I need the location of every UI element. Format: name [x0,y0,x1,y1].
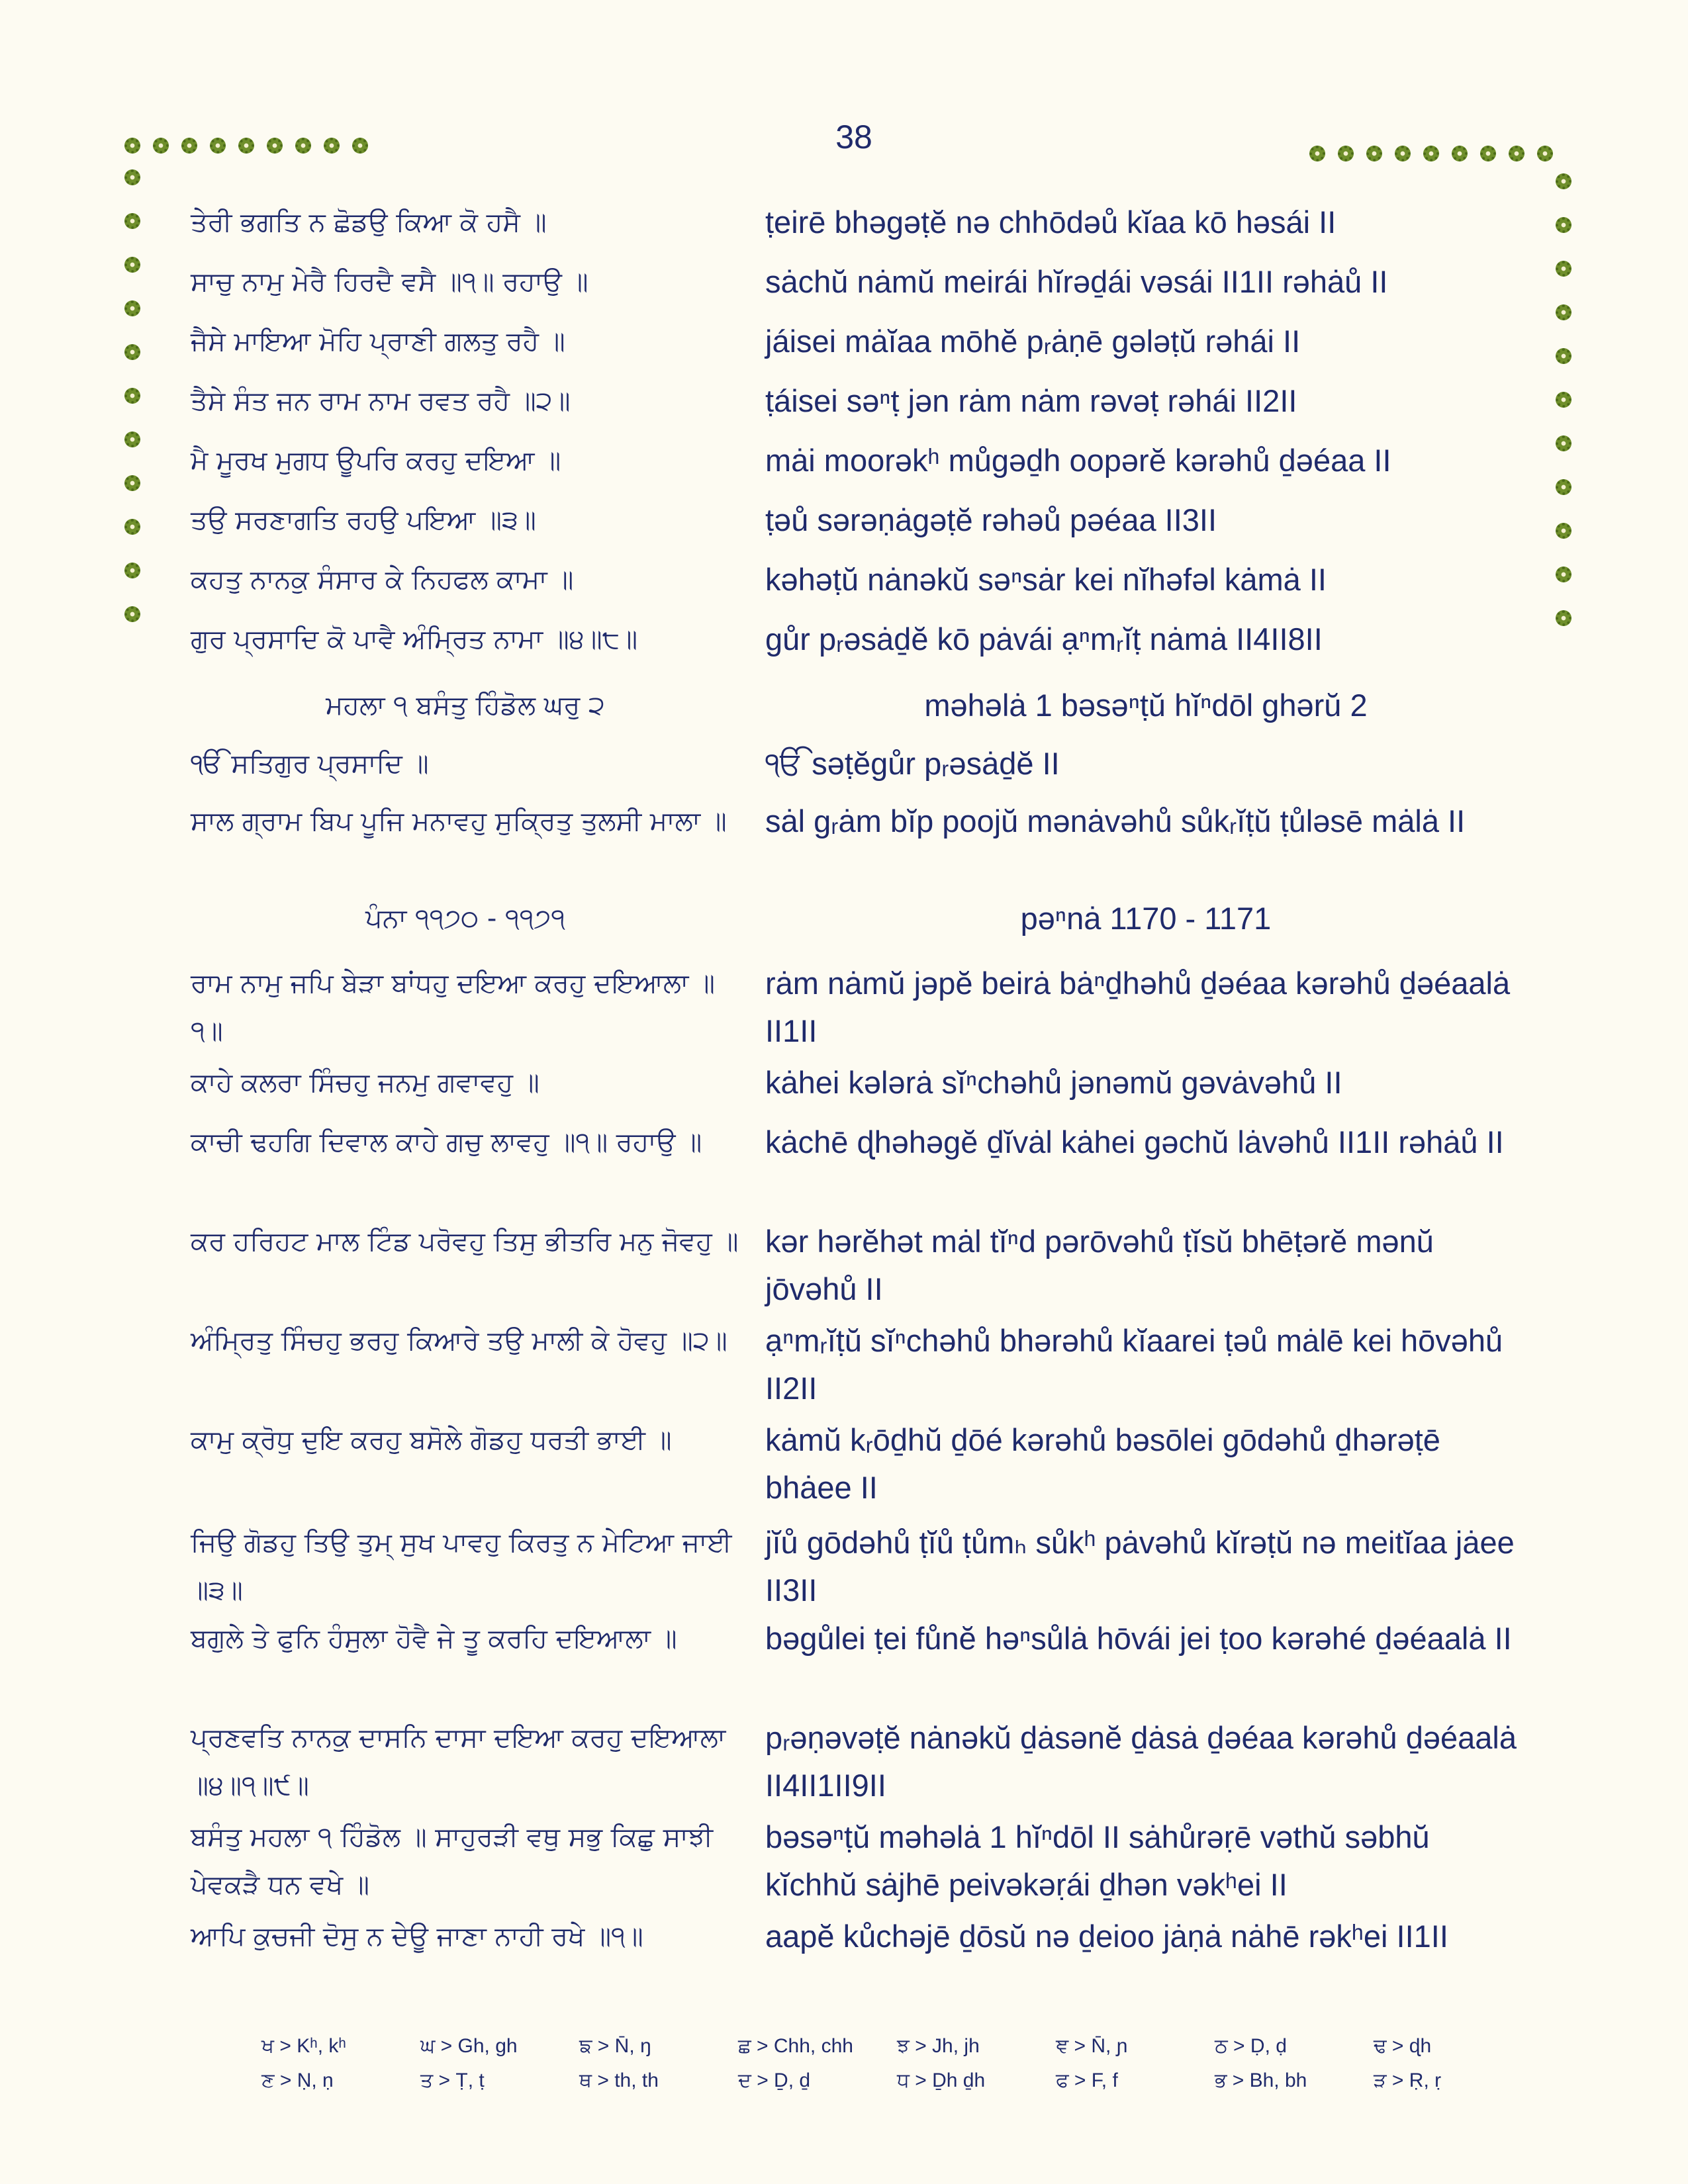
transliteration-line: sȧchŭ nȧmŭ meirái hĭrəḏái vəsái II1II rəhȧů II [765,264,1388,299]
transliteration-line: rȧm nȧmŭ jəpĕ beirȧ bȧⁿḏhəhů ḏəéaa kərəhů ḏəéaalȧ II1II [765,966,1511,1048]
gurmukhi-line: ਕਾਹੇ ਕਲਰਾ ਸਿੰਚਹੁ ਜਨਮੁ ਗਵਾਵਹੁ ॥ [191,1068,539,1098]
gurmukhi-line: ਅੰਮ੍ਰਿਤੁ ਸਿੰਚਹੁ ਭਰਹੁ ਕਿਆਰੇ ਤਉ ਮਾਲੀ ਕੇ ਹੋਵਹੁ ॥੨॥ [191,1326,727,1356]
legend-row [261,2035,1532,2070]
legend-entry: ਠ > Ḍ, ḍ [1215,2035,1287,2057]
flower-ornament-icon [124,169,140,185]
legend-entry: ਦ > Ḏ, ḏ [738,2070,811,2091]
gurmukhi-line: ਰਾਮ ਨਾਮੁ ਜਪਿ ਬੇੜਾ ਬਾਂਧਹੁ ਦਇਆ ਕਰਹੁ ਦਇਆਲਾ ॥੧॥ [191,968,715,1046]
flower-ornament-icon [1556,261,1571,277]
transliteration-legend [261,2035,1532,2104]
flower-ornament-icon [1366,146,1382,161]
transliteration-line: ṭəů sərəṇȧgəṭĕ rəhəů pəéaa II3II [765,502,1217,537]
legend-entry: ਘ > Gh, gh [420,2035,518,2057]
transliteration-line: aapĕ kůchəjē ḏōsŭ nə ḏeioo jȧṇȧ nȧhē rəkʰei II1II [765,1919,1448,1954]
flower-ornament-icon [1338,146,1354,161]
transliteration-line: sȧl gᵣȧm bĭp poojŭ mənȧvəhů sůkᵣĭṭŭ ṭůləsē mȧlȧ II [765,803,1466,839]
legend-entry: ਣ > Ṇ, ṇ [261,2070,334,2091]
flower-ornament-icon [1556,523,1571,539]
flower-ornament-icon [1423,146,1439,161]
gurmukhi-line: ਕਰ ਹਰਿਹਟ ਮਾਲ ਟਿੰਡ ਪਰੋਵਹੁ ਤਿਸੁ ਭੀਤਰਿ ਮਨੁ ਜੋਵਹੁ ॥ [191,1226,739,1257]
transliteration-line: pᵣəṇəvəṭĕ nȧnəkŭ ḏȧsənĕ ḏȧsȧ ḏəéaa kərəhů ḏəéaalȧ II4II1II9II [765,1720,1517,1803]
legend-entry: ਥ > th, th [579,2070,659,2091]
flower-ornament-icon [1395,146,1411,161]
legend-entry: ਝ > Jh, jh [897,2035,980,2057]
flower-ornament-icon [1556,392,1571,408]
flower-ornament-icon [124,344,140,360]
flower-ornament-icon [181,138,197,154]
flower-ornament-icon [1556,567,1571,582]
flower-ornament-icon [124,475,140,491]
flower-ornament-icon [267,138,283,154]
gurmukhi-line: ਜਿਉ ਗੋਡਹੁ ਤਿਉ ਤੁਮ੍ ਸੁਖ ਪਾਵਹੁ ਕਿਰਤੁ ਨ ਮੇਟਿਆ ਜਾਈ ॥੩॥ [191,1527,732,1606]
flower-ornament-icon [1537,146,1553,161]
flower-ornament-icon [1556,348,1571,364]
transliteration-line: ạⁿmᵣĭṭŭ sĭⁿchəhů bhərəhů kĭaarei ṭəů mȧlē kei hōvəhů II2II [765,1323,1503,1406]
gurmukhi-line: ਤੇਰੀ ਭਗਤਿ ਨ ਛੋਡਉ ਕਿਆ ਕੋ ਹਸੈ ॥ [191,207,547,238]
legend-entry: ਙ > N̄, ŋ [579,2035,651,2057]
legend-entry: ਧ > Ḏh ḏh [897,2070,986,2091]
transliteration-line: kȧhei kələrȧ sĭⁿchəhů jənəmŭ gəvȧvəhů II [765,1065,1342,1100]
flower-ornament-icon [1556,435,1571,451]
invocation-gurmukhi: ੴ ਸਤਿਗੁਰ ਪ੍ਰਸਾਦਿ ॥ [191,749,429,779]
gurmukhi-line: ਬਗੁਲੇ ਤੇ ਫੁਨਿ ਹੰਸੁਲਾ ਹੋਵੈ ਜੇ ਤੂ ਕਰਹਿ ਦਇਆਲਾ ॥ [191,1623,677,1654]
flower-ornament-icon [124,388,140,404]
gurmukhi-line: ਆਪਿ ਕੁਚਜੀ ਦੋਸੁ ਨ ਦੇਊ ਜਾਣਾ ਨਾਹੀ ਰਖੇ ॥੧॥ [191,1921,643,1952]
flower-ornament-icon [1480,146,1496,161]
page-ref-transliteration: pəⁿnȧ 1170 - 1171 [1020,901,1272,936]
flower-ornament-icon [324,138,340,154]
flower-ornament-icon [1452,146,1468,161]
gurmukhi-line: ਪ੍ਰਣਵਤਿ ਨਾਨਕੁ ਦਾਸਨਿ ਦਾਸਾ ਦਇਆ ਕਰਹੁ ਦਇਆਲਾ ॥੪॥੧॥੯॥ [191,1723,726,1801]
flower-ornament-icon [124,432,140,447]
heading-gurmukhi: ਮਹਲਾ ੧ ਬਸੰਤੁ ਹਿੰਡੋਲ ਘਰੁ ੨ [326,690,605,721]
flower-ornament-icon [1556,479,1571,495]
heading-transliteration: məhəlȧ 1 bəsəⁿṭŭ hĭⁿdōl ghərŭ 2 [924,688,1368,723]
flower-ornament-icon [124,606,140,622]
flower-ornament-icon [1556,304,1571,320]
flower-ornament-icon [1509,146,1524,161]
legend-entry: ਛ > Chh, chh [738,2035,853,2057]
flower-ornament-icon [124,300,140,316]
legend-row [261,2070,1532,2104]
flower-ornament-icon [124,257,140,273]
flower-ornament-icon [124,519,140,535]
gurmukhi-line: ਕਹਤੁ ਨਾਨਕੁ ਸੰਸਾਰ ਕੇ ਨਿਹਫਲ ਕਾਮਾ ॥ [191,565,574,595]
flower-ornament-icon [1556,173,1571,189]
gurmukhi-line: ਬਸੰਤੁ ਮਹਲਾ ੧ ਹਿੰਡੋਲ ॥ ਸਾਹੁਰੜੀ ਵਥੁ ਸਭੁ ਕਿਛੁ ਸਾਝੀ ਪੇਵਕੜੈ ਧਨ ਵਖੇ ॥ [191,1822,713,1900]
transliteration-line: kȧchē ɖhəhəgĕ ḏĭvȧl kȧhei gəchŭ lȧvəhů II1II rəhȧů II [765,1124,1504,1160]
legend-entry: ੜ > Ṛ, ṛ [1374,2070,1442,2091]
transliteration-line: kȧmŭ kᵣōḏhŭ ḏōé kərəhů bəsōlei gōdəhů ḏhərəṭē bhȧee II [765,1422,1440,1505]
legend-entry: ਞ > N̄, ɲ [1056,2035,1128,2057]
transliteration-line: kəhəṭŭ nȧnəkŭ səⁿsȧr kei nĭhəfəl kȧmȧ II [765,562,1327,597]
legend-entry: ਭ > Bh, bh [1215,2070,1307,2091]
flower-ornament-icon [1556,610,1571,626]
flower-ornament-icon [295,138,311,154]
gurmukhi-line: ਕਾਮੁ ਕ੍ਰੋਧੁ ਦੁਇ ਕਰਹੁ ਬਸੋਲੇ ਗੋਡਹੁ ਧਰਤੀ ਭਾਈ ॥ [191,1425,672,1455]
page-ref-gurmukhi: ਪੰਨਾ ੧੧੭੦ - ੧੧੭੧ [365,903,565,934]
flower-ornament-icon [1309,146,1325,161]
legend-entry: ਢ > ɖh [1374,2035,1432,2057]
gurmukhi-line: ਸਾਲ ਗ੍ਰਾਮ ਬਿਪ ਪੂਜਿ ਮਨਾਵਹੁ ਸੁਕ੍ਰਿਤੁ ਤੁਲਸੀ ਮਾਲਾ ॥ [191,806,727,837]
gurmukhi-line: ਸਾਚੁ ਨਾਮੁ ਮੇਰੈ ਹਿਰਦੈ ਵਸੈ ॥੧॥ ਰਹਾਉ ॥ [191,267,588,297]
transliteration-line: jĭů gōdəhů ṭĭů ṭůmₕ sůkʰ pȧvəhů kĭrəṭŭ nə meitĭaa jȧee II3II [765,1525,1515,1608]
legend-entry: ਫ > F, f [1056,2070,1118,2091]
transliteration-line: jáisei mȧĭaa mōhĕ pᵣȧṇē gələṭŭ rəhái II [765,324,1301,359]
flower-ornament-icon [352,138,368,154]
flower-ornament-icon [238,138,254,154]
legend-entry: ਖ > Kʰ, kʰ [261,2035,346,2057]
page-number: 38 [835,118,872,156]
flower-ornament-icon [210,138,226,154]
transliteration-line: bəgůlei ṭei fůnĕ həⁿsůlȧ hōvái jei ṭoo kərəhé ḏəéaalȧ II [765,1621,1512,1656]
flower-ornament-icon [1556,217,1571,233]
flower-ornament-icon [124,138,140,154]
flower-ornament-icon [124,213,140,229]
transliteration-line: ṭeirē bhəgəṭĕ nə chhōdəů kĭaa kō həsái II [765,205,1336,240]
transliteration-line: mȧi moorəkʰ můgəḏh oopərĕ kərəhů ḏəéaa II [765,443,1391,478]
gurmukhi-line: ਜੈਸੇ ਮਾਇਆ ਮੋਹਿ ਪ੍ਰਾਣੀ ਗਲਤੁ ਰਹੈ ॥ [191,326,565,357]
gurmukhi-line: ਮੈ ਮੂਰਖ ਮੁਗਧ ਊਪਰਿ ਕਰਹੁ ਦਇਆ ॥ [191,445,561,476]
gurmukhi-line: ਕਾਚੀ ਢਹਗਿ ਦਿਵਾਲ ਕਾਹੇ ਗਚੁ ਲਾਵਹੁ ॥੧॥ ਰਹਾਉ ॥ [191,1127,702,1158]
gurmukhi-line: ਤਉ ਸਰਣਾਗਤਿ ਰਹਉ ਪਇਆ ॥੩॥ [191,505,536,535]
transliteration-line: ṭáisei səⁿṭ jən rȧm nȧm rəvəṭ rəhái II2II [765,383,1297,418]
invocation-transliteration: ੴ səṭĕgůr pᵣəsȧḏĕ II [765,746,1060,781]
flower-ornament-icon [153,138,169,154]
gurmukhi-line: ਗੁਰ ਪ੍ਰਸਾਦਿ ਕੋ ਪਾਵੈ ਅੰਮ੍ਰਿਤ ਨਾਮਾ ॥੪॥੮॥ [191,624,638,655]
transliteration-line: bəsəⁿṭŭ məhəlȧ 1 hĭⁿdōl II sȧhůrəṛē vəthŭ səbhŭ kĭchhŭ sȧjhē peivəkəṛái ḏhən vəkʰei II [765,1819,1430,1902]
gurmukhi-line: ਤੈਸੇ ਸੰਤ ਜਨ ਰਾਮ ਨਾਮ ਰਵਤ ਰਹੈ ॥੨॥ [191,386,571,416]
transliteration-line: gůr pᵣəsȧḏĕ kō pȧvái ạⁿmᵣĭṭ nȧmȧ II4II8II [765,621,1323,657]
legend-entry: ਤ > Ṭ, ṭ [420,2070,485,2091]
flower-ornament-icon [124,563,140,578]
transliteration-line: kər hərĕhət mȧl tĭⁿd pərōvəhů ṭĭsŭ bhēṭərĕ mənŭ jōvəhů II [765,1224,1434,1306]
